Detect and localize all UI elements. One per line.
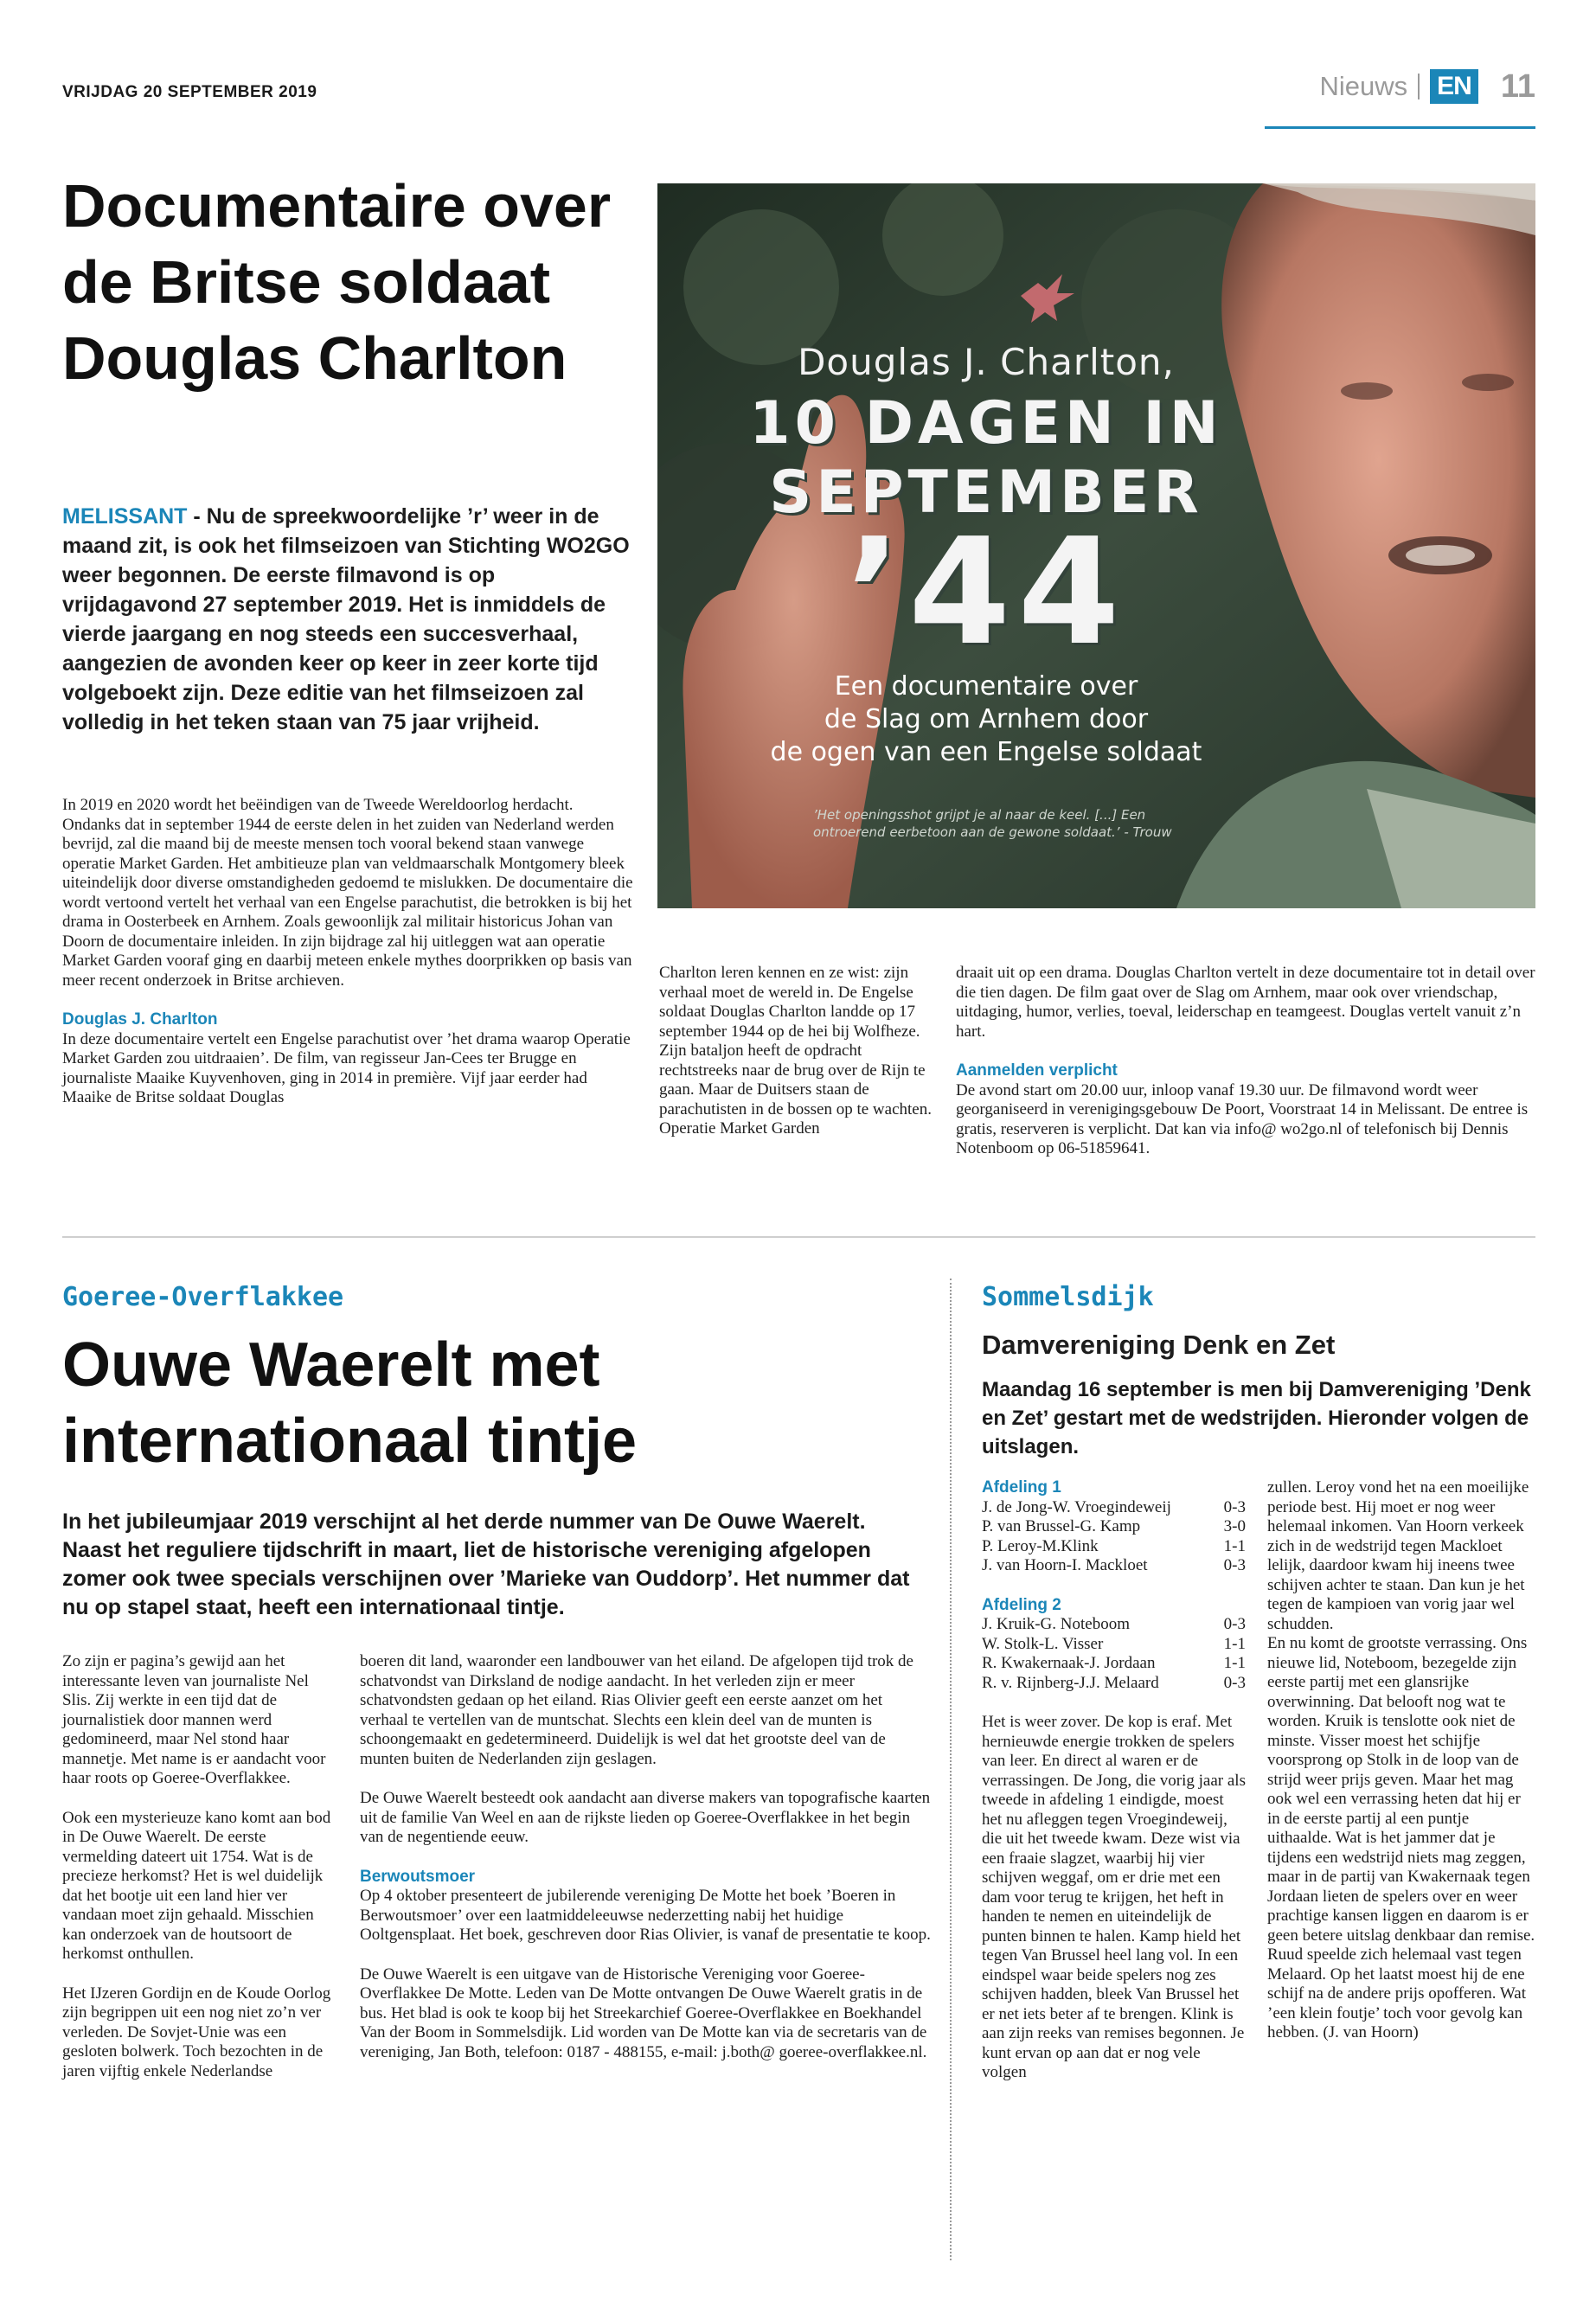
section-label: Nieuws <box>1319 71 1408 101</box>
result-row <box>982 1674 1246 1694</box>
article3-kicker: Sommelsdijk <box>982 1282 1154 1312</box>
issue-date: VRIJDAG 20 SEPTEMBER 2019 <box>62 83 317 101</box>
result-match: R. Kwakernaak-J. Jordaan <box>982 1654 1156 1672</box>
result-score: 0-3 <box>1223 1497 1246 1516</box>
en-logo: EN <box>1430 69 1478 104</box>
poster-subtitle-1: Een documentaire over <box>834 671 1138 702</box>
article1-paragraph: In deze documentaire vertelt een Engelse parachutist over ’het drama waarop Operatie Market Garden zou uitdraaien’. De film, van regisseur Jan-Cees ter Brugge en journaliste Maaike Kuyvenhoven, ging in 2014 in première. Vijf jaar eerder had Maaike de Britse soldaat Douglas <box>62 1029 631 1106</box>
article3-results <box>982 1478 1246 2083</box>
result-match: P. Leroy-M.Klink <box>982 1536 1099 1555</box>
result-score: 0-3 <box>1223 1556 1246 1574</box>
result-row <box>982 1517 1246 1537</box>
result-match: R. v. Rijnberg-J.J. Melaard <box>982 1673 1159 1692</box>
article1-paragraph: In 2019 en 2020 wordt het beëindigen van de Tweede Wereldoorlog herdacht. Ondanks dat in september 1944 de eerste delen in het zuiden van Nederland werden bevrijd, zal die maand bij de meeste mensen toch vooral bekend staan vanwege operatie Market Garden. Het ambitieuze plan van veldmaarschalk Montgomery bleek uiteindelijk door diverse omstandigheden gedoemd te mislukken. De documentaire die wordt vertoond vertelt het verhaal van een Engelse parachutist, die betrokken is bij het drama in Oosterbeek en Arnhem. Zoals gewoonlijk zal militair historicus Johan van Doorn de documentaire inleiden. In zijn bijdrage zal hij uitleggen wat aan operatie Market Garden vooraf ging en daarbij meteen enkele mythes doorprikken op basis van meer recent onderzoek in Britse archieven. <box>62 796 633 990</box>
poster-name: Douglas J. Charlton, <box>798 341 1175 383</box>
result-score: 1-1 <box>1223 1536 1246 1555</box>
result-score: 0-3 <box>1223 1673 1246 1692</box>
article2-paragraph: Zo zijn er pagina’s gewijd aan het interessante leven van journaliste Nel Slis. Zij werkte in een tijd dat de journalistiek door mannen werd gedomineerd, maar Nel stond haar mannetje. Met name is er aandacht voor haar roots op Goeree-Overflakkee. <box>62 1652 326 1787</box>
article2-column-2 <box>360 1652 931 2062</box>
article1-column-1 <box>62 796 633 1108</box>
article3-headline: Damvereniging Denk en Zet <box>982 1330 1336 1360</box>
afdeling1-title: Afdeling 1 <box>982 1478 1061 1497</box>
result-row <box>982 1556 1246 1576</box>
article1-paragraph: De avond start om 20.00 uur, inloop vanaf 19.30 uur. De filmavond wordt weer georganiseerd in verenigingsgebouw De Poort, Voorstraat 14 in Melissant. De entree is gratis, reserveren is verplicht. Dat kan via info@ wo2go.nl of telefonisch bij Dennis Notenboom op 06-51859641. <box>956 1080 1529 1157</box>
documentary-poster-photo <box>657 183 1535 908</box>
article2-paragraph: Ook een mysterieuze kano komt aan bod in De Ouwe Waerelt. De eerste vermelding dateert uit 1754. Wat is de precieze herkomst? Het is wel duidelijk dat het bootje uit een land hier ver vandaan moet zijn gehaald. Misschien kan onderzoek van de houtsoort de herkomst onthullen. <box>62 1808 331 1963</box>
article2-column-1 <box>62 1652 339 2081</box>
result-match: J. Kruik-G. Noteboom <box>982 1615 1130 1633</box>
column-divider-dotted <box>950 1279 952 2260</box>
result-match: P. van Brussel-G. Kamp <box>982 1517 1141 1535</box>
result-score: 0-3 <box>1223 1615 1246 1633</box>
poster-subtitle-2: de Slag om Arnhem door <box>824 704 1149 734</box>
result-row <box>982 1635 1246 1655</box>
page-number: 11 <box>1500 67 1535 105</box>
result-row <box>982 1498 1246 1518</box>
result-row <box>982 1615 1246 1635</box>
result-match: J. de Jong-W. Vroegindeweij <box>982 1497 1171 1516</box>
poster-title-year: ’44 <box>845 507 1127 678</box>
article1-subhead-aanmelden: Aanmelden verplicht <box>956 1061 1118 1080</box>
article2-paragraph: boeren dit land, waaronder een landbouwer van het eiland. De afgelopen tijd trok de schatvondst van Dirksland de nodige aandacht. In het verleden zijn er meer schatvondsten gedaan op het eiland. Rias Olivier geeft een eerste aanzet om het verhaal te vertellen van de muntschat. Slechts een klein deel van de munten is schoongemaakt en gedetermineerd. Duidelijk is wel dat het grootste deel van de munten buiten de Nederlanden zijn geslagen. <box>360 1652 913 1768</box>
header-rule <box>1265 126 1535 129</box>
poster-title-line2: SEPTEMBER <box>769 458 1203 527</box>
result-row <box>982 1654 1246 1674</box>
article2-paragraph: De Ouwe Waerelt besteedt ook aandacht aan diverse makers van topografische kaarten uit de familie Van Weel en aan de rijkste lieden op Goeree-Overflakkee in het begin van de negentiende eeuw. <box>360 1789 931 1846</box>
poster-title-line1: 10 DAGEN IN <box>749 389 1223 458</box>
article2-paragraph: De Ouwe Waerelt is een uitgave van de Historische Vereniging voor Goeree-Overflakkee De Motte. Leden van De Motte ontvangen De Ouwe Waerelt gratis in de bus. Het blad is ook te koop bij het Streekarchief Goeree-Overflakkee en Boekhandel Van der Boom in Sommelsdijk. Lid worden van De Motte kan via de secretaris van de vereniging, Jan Both, telefoon: 0187 - 488155, e-mail: j.both@ goeree-overflakkee.nl. <box>360 1965 927 2061</box>
article2-subhead-berwoutsmoer: Berwoutsmoer <box>360 1867 476 1886</box>
poster-subtitle-3: de ogen van een Engelse soldaat <box>770 737 1202 767</box>
result-score: 3-0 <box>1223 1517 1246 1535</box>
section-divider <box>62 1236 1535 1238</box>
article2-kicker: Goeree-Overflakkee <box>62 1282 344 1312</box>
result-score: 1-1 <box>1223 1654 1246 1672</box>
article3-paragraph: Het is weer zover. De kop is eraf. Met hernieuwde energie trokken de spelers van leer. En direct al waren er de verrassingen. De Jong, die vorig jaar als tweede in afdeling 1 eindigde, moest het nu afleggen tegen Vroegindeweij, die uit het tweede kwam. Deze wist via een fraaie slagzet, waarbij hij vier schijven weggaf, om er drie met een dam voor terug te krijgen, het heft in handen te nemen en uiteindelijk de punten binnen te halen. Kamp hield het tegen Van Brussel heel lang vol. In een eindspel waar beide spelers nog zes schijven hadden, bleek Van Brussel het er net iets beter af te brengen. Klink is aan zijn reeks van remises begonnen. Je kunt ervan op aan dat er nog vele volgen <box>982 1713 1246 2081</box>
article2-lead: In het jubileumjaar 2019 verschijnt al het derde nummer van De Ouwe Waerelt. Naast het reguliere tijdschrift in maart, liet de historische vereniging afgelopen zomer ook twee specials verschijnen over ’Marieke van Ouddorp’. Het nummer dat nu op stapel staat, heeft een internationaal tintje. <box>62 1509 910 1619</box>
page-header <box>1319 66 1535 107</box>
article1-dateline: MELISSANT <box>62 504 188 529</box>
article1-paragraph: draait uit op een drama. Douglas Charlton vertelt in deze documentaire tot in detail over die tien dagen. De film gaat over de Slag om Arnhem, maar ook over vriendschap, uitdaging, humor, verlies, toeval, leiderschap en teamgeest. Douglas vertelt vanuit z’n hart. <box>956 964 1535 1041</box>
result-score: 1-1 <box>1223 1634 1246 1653</box>
article3-paragraph: zullen. Leroy vond het na een moeilijke periode best. Hij moet er nog weer helemaal inkomen. Van Hoorn verkeek zich in de wedstrijd tegen Mackloet lelijk, daardoor kwam hij ineens twee schijven achter te staan. Dan kun je het tegen de kampioen van vorig jaar wel schudden. <box>1267 1478 1529 1633</box>
article1-lead <box>62 502 633 737</box>
article1-column-3 <box>956 964 1535 1159</box>
poster-quote: ’Het openingsshot grijpt je al naar de keel. [...] Een ontroerend eerbetoon aan de gewone soldaat.’ - Trouw <box>813 807 1172 840</box>
article3-lead: Maandag 16 september is men bij Damvereniging ’Denk en Zet’ gestart met de wedstrijden. Hieronder volgen de uitslagen. <box>982 1378 1531 1458</box>
article3-paragraph: En nu komt de grootste verrassing. Ons nieuwe lid, Noteboom, bezegelde zijn eerste partij met een glansrijke overwinning. Dat belooft nog wat te worden. Kruik is tenslotte ook niet de minste. Visser moest het schijfje voorsprong op Stolk in de loop van de strijd weer prijs geven. Maar het mag ook wel een verrassing heten dat hij er in de eerste partij al een puntje uithaalde. Wat is het jammer dat je tijdens een wedstrijd niets mag zeggen, maar in de partij van Kwakernaak tegen Jordaan lieten de spelers over en weer prachtige kansen liggen en daarom is er geen betere uitslag denkbaar dan remise. Ruud speelde zich helemaal vast tegen Melaard. Op het laatst moest hij de ene schijf na de andere prijs opofferen. Wat ’een klein foutje’ toch voor gevolg kan hebben. (J. van Hoorn) <box>1267 1634 1535 2041</box>
result-row <box>982 1537 1246 1557</box>
article2-paragraph: Op 4 oktober presenteert de jubilerende vereniging De Motte het boek ’Boeren in Berwoutsmoer’ over een laatmiddeleeuwse nederzetting nabij het huidige Ooltgensplaat. Het boek, geschreven door Rias Olivier, is vanaf de presentatie te koop. <box>360 1887 931 1944</box>
afdeling2-title: Afdeling 2 <box>982 1595 1061 1614</box>
article1-lead-text: - Nu de spreekwoordelijke ’r’ weer in de maand zit, is ook het filmseizoen van Stichting WO2GO weer begonnen. De eerste filmavond is op vrijdagavond 27 september 2019. Het is inmiddels de vierde jaargang en nog steeds een succesverhaal, aangezien de avonden keer op keer in zeer korte tijd volgeboekt zijn. Deze editie van het filmseizoen zal volledig in het teken staan van 75 jaar vrijheid. <box>62 504 630 734</box>
article1-subhead-charlton: Douglas J. Charlton <box>62 1010 218 1029</box>
result-match: J. van Hoorn-I. Mackloet <box>982 1556 1148 1574</box>
result-match: W. Stolk-L. Visser <box>982 1634 1104 1653</box>
article1-paragraph: Charlton leren kennen en ze wist: zijn verhaal moet de wereld in. De Engelse soldaat Douglas Charlton landde op 17 september 1944 op de hei bij Wolfheze. Zijn bataljon heeft de opdracht rechtstreeks naar de brug over de Rijn te gaan. Maar de Duitsers staan de parachutisten in de bossen op te wachten. Operatie Market Garden <box>659 964 932 1138</box>
article2-headline: Ouwe Waerelt met internationaal tintje <box>62 1330 638 1476</box>
article2-paragraph: Het IJzeren Gordijn en de Koude Oorlog zijn begrippen uit een nog niet zo’n ver verleden. De Sovjet-Unie was een gesloten bolwerk. Toch bezochten in de jaren vijftig enkele Nederlandse <box>62 1984 331 2080</box>
header-separator <box>1418 74 1420 99</box>
article3-column-2 <box>1267 1478 1535 2043</box>
article1-column-2 <box>659 964 932 1139</box>
article1-headline: Documentaire over de Britse soldaat Douglas Charlton <box>62 172 612 392</box>
